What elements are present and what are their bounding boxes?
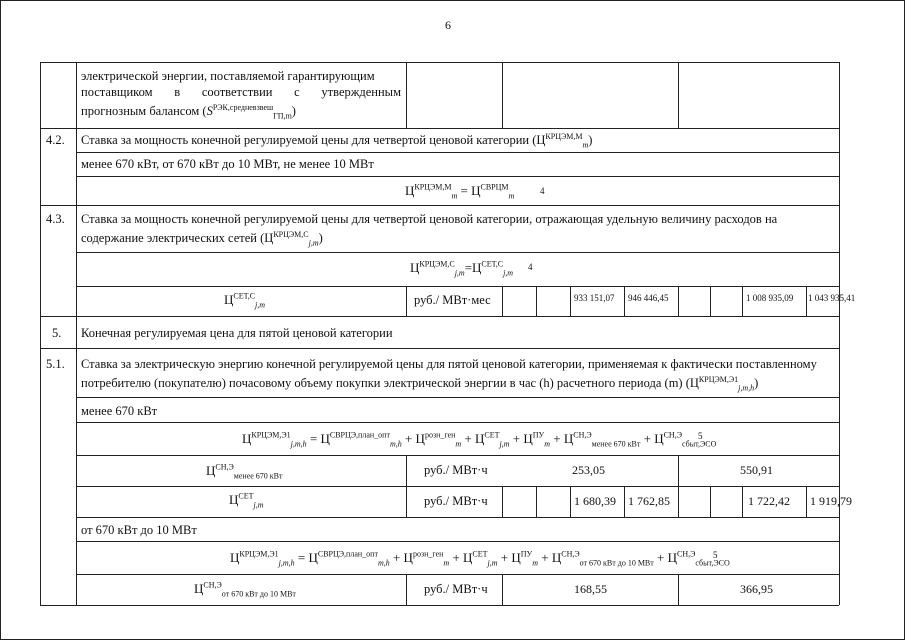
col-line — [678, 62, 679, 128]
p-sup: СЕТ,С — [233, 291, 256, 301]
row-line — [76, 252, 839, 253]
f-text: + Ц — [653, 550, 677, 565]
cont-word: поставщиком — [81, 85, 153, 99]
f-sup: СВРЦЭ,план_опт — [329, 430, 390, 440]
f-text: + Ц — [497, 550, 521, 565]
title-sub: j,m — [308, 238, 319, 248]
f-sup: СН,Э — [663, 430, 682, 440]
col-line — [678, 286, 679, 316]
col-line — [406, 62, 407, 128]
f-text: Ц — [410, 260, 420, 275]
row-number: 5.1. — [46, 357, 65, 371]
row-line — [76, 397, 839, 398]
cont-line-1: электрической энергии, поставляемой гарантирующим — [81, 69, 375, 83]
param-sn-e-lt670 — [206, 463, 283, 479]
cont-word: с — [294, 85, 300, 99]
f-text: + Ц — [509, 431, 533, 446]
title-sup: КРЦЭМ,С — [273, 229, 309, 239]
p-text: Ц — [229, 492, 239, 507]
formula-5-1-a — [242, 431, 716, 447]
cont-word: утвержденным — [321, 85, 401, 99]
f-sup: СН,Э — [561, 549, 580, 559]
f-sub: m — [532, 558, 538, 568]
param-cet — [229, 492, 264, 508]
p-sub: от 670 кВт до 10 МВт — [221, 589, 296, 599]
value-cell: 168,55 — [574, 582, 607, 596]
f-text: Ц — [242, 431, 252, 446]
cont-line-2 — [81, 85, 401, 99]
value-cell: 1 722,42 — [748, 494, 790, 508]
f-sup: СН,Э — [677, 549, 696, 559]
f-sup: КРЦЭМ,Э1 — [251, 430, 291, 440]
title-sup: КРЦЭМ,М — [545, 131, 583, 141]
row-line — [40, 348, 839, 349]
f-sub: j,m — [499, 439, 510, 449]
row-4-2-sub: менее 670 кВт, от 670 кВт до 10 МВт, не менее 10 МВт — [81, 157, 374, 171]
col-line — [710, 286, 711, 316]
row-number: 5. — [52, 326, 62, 340]
col-line — [536, 286, 537, 316]
cont-text: прогнозным балансом ( — [81, 104, 207, 118]
title-text: Ставка за мощность конечной регулируемой цены для четвертой ценовой категории (Ц — [81, 133, 546, 147]
col-line — [839, 62, 840, 605]
row-line — [40, 128, 839, 129]
col-line — [806, 486, 807, 517]
row-number: 4.2. — [46, 133, 65, 147]
value-cell: 253,05 — [572, 463, 605, 477]
row-line — [76, 455, 839, 456]
f-sup: ПУ — [520, 549, 533, 559]
f-sub: m — [508, 191, 515, 201]
value-cell: 1 919,79 — [810, 494, 852, 508]
row-line — [40, 62, 839, 63]
f-sup: СЕТ,С — [481, 259, 504, 269]
value-cell: 366,95 — [740, 582, 773, 596]
col-line — [502, 62, 503, 128]
f-sup: розн_ген — [424, 430, 456, 440]
unit-label: руб./ МВт·ч — [424, 494, 488, 508]
value-cell: 1 680,39 — [574, 494, 616, 508]
col-line — [76, 62, 77, 605]
footnote-mark: 5 — [698, 431, 703, 441]
p-text: Ц — [206, 463, 216, 478]
row-line — [76, 486, 839, 487]
row-line — [76, 152, 839, 153]
formula-4-3 — [410, 260, 513, 276]
f-sub: сбыт,ЭСО — [695, 558, 730, 568]
unit-label: руб./ МВт·ч — [424, 463, 488, 477]
p-sup: СЕТ — [238, 491, 254, 501]
col-line — [570, 286, 571, 316]
cont-symbol: S — [206, 104, 213, 118]
f-sup: ПУ — [532, 430, 545, 440]
row-5-1-title-l1: Ставка за электрическую энергию конечной регулируемой цены для пятой ценовой категории, применяемая к фактически поставленному — [81, 357, 817, 371]
f-sup: КРЦЭМ,М — [414, 182, 452, 192]
unit-label: руб./ МВт·мес — [414, 293, 491, 307]
f-text: + Ц — [640, 431, 664, 446]
row-line — [40, 316, 839, 317]
f-sub: менее 670 кВт — [591, 439, 641, 449]
f-sup: СН,Э — [573, 430, 592, 440]
f-sup: КРЦЭМ,Э1 — [239, 549, 279, 559]
cont-word: соответствии — [201, 85, 273, 99]
param-sn-e-670-10 — [194, 581, 296, 597]
page-number: 6 — [445, 18, 451, 32]
title-text: ) — [588, 133, 593, 147]
col-line — [678, 574, 679, 605]
formula-4-2 — [405, 183, 514, 199]
row-5-1-sub2: от 670 кВт до 10 МВт — [81, 523, 197, 537]
row-4-3-title-l1: Ставка за мощность конечной регулируемой цены для четвертой ценовой категории, отражающая удельную величину расходов на — [81, 212, 778, 226]
row-5-1-sub1: менее 670 кВт — [81, 404, 158, 418]
f-sub: j,m — [487, 558, 498, 568]
f-sub: j,m — [454, 268, 465, 278]
f-sub: m — [455, 439, 462, 449]
f-text: = Ц — [306, 431, 330, 446]
col-line — [406, 455, 407, 517]
col-line — [502, 286, 503, 316]
row-line — [76, 541, 839, 542]
title-sub: m — [582, 140, 589, 150]
footnote-mark: 5 — [713, 550, 718, 560]
col-line — [806, 286, 807, 316]
f-sup: КРЦЭМ,С — [419, 259, 455, 269]
f-sup: СЕТ — [484, 430, 500, 440]
f-sub: j,m — [503, 268, 514, 278]
f-text: = Ц — [294, 550, 318, 565]
f-text: Ц — [230, 550, 240, 565]
col-line — [40, 62, 41, 605]
f-text: = Ц — [457, 183, 481, 198]
cont-sup: РЭК,средневзвеш — [212, 102, 274, 112]
cont-line-3 — [81, 102, 296, 121]
col-line — [624, 286, 625, 316]
cont-text: ) — [291, 104, 296, 118]
row-4-2-title — [81, 131, 593, 150]
f-text: + Ц — [389, 550, 413, 565]
title-text: ) — [754, 376, 759, 390]
col-line — [406, 286, 407, 316]
footnote-mark: 4 — [540, 186, 545, 196]
f-text: + Ц — [538, 550, 562, 565]
col-line — [502, 486, 503, 517]
row-line — [76, 286, 839, 287]
title-text: потребителю (покупателю) почасовому объему покупки электрической энергии в час (h) расчетного периода (m) (Ц — [81, 376, 699, 390]
title-sub: j,m,h — [738, 383, 755, 393]
f-sub: m — [443, 558, 450, 568]
cont-sub: ГП,m — [273, 111, 292, 121]
col-line — [570, 486, 571, 517]
value-cell: 1 043 935,41 — [808, 293, 856, 303]
param-cet-c — [224, 292, 265, 308]
footnote-mark: 4 — [528, 262, 533, 272]
p-text: Ц — [224, 292, 234, 307]
row-line — [76, 574, 839, 575]
f-sup: СВРЦМ — [480, 182, 509, 192]
f-sup: СВРЦЭ,план_опт — [317, 549, 378, 559]
unit-label: руб./ МВт·ч — [424, 582, 488, 596]
title-sup: КРЦЭМ,Э1 — [698, 374, 739, 384]
f-text: + Ц — [449, 550, 473, 565]
col-line — [710, 486, 711, 517]
row-line — [40, 605, 839, 606]
f-sup: розн_ген — [412, 549, 444, 559]
row-line — [40, 205, 839, 206]
f-text: + Ц — [461, 431, 485, 446]
f-sub: m,h — [377, 558, 390, 568]
f-sub: m,h — [389, 439, 402, 449]
cont-word: в — [174, 85, 181, 99]
row-line — [76, 422, 839, 423]
value-cell: 1 762,85 — [628, 494, 670, 508]
f-text: + Ц — [401, 431, 425, 446]
p-text: Ц — [194, 581, 204, 596]
f-text: =Ц — [464, 260, 482, 275]
f-sup: СЕТ — [472, 549, 488, 559]
f-text: Ц — [405, 183, 415, 198]
f-sub: j,m,h — [278, 558, 295, 568]
p-sup: СН,Э — [203, 580, 222, 590]
value-cell: 946 446,45 — [628, 293, 669, 303]
row-number: 4.3. — [46, 212, 65, 226]
p-sup: СН,Э — [215, 462, 234, 472]
formula-5-1-b — [230, 550, 730, 566]
p-sub: j,m — [253, 500, 264, 510]
f-sub: от 670 кВт до 10 МВт — [579, 558, 654, 568]
col-line — [742, 286, 743, 316]
row-line — [76, 517, 839, 518]
p-sub: менее 670 кВт — [233, 471, 283, 481]
col-line — [678, 455, 679, 517]
value-cell: 1 008 935,09 — [746, 293, 794, 303]
f-sub: m — [451, 191, 458, 201]
f-text: + Ц — [550, 431, 574, 446]
col-line — [624, 486, 625, 517]
row-line — [76, 176, 839, 177]
value-cell: 933 151,07 — [574, 293, 615, 303]
title-text: содержание электрических сетей (Ц — [81, 231, 274, 245]
col-line — [502, 574, 503, 605]
f-sub: j,m,h — [290, 439, 307, 449]
title-text: ) — [318, 231, 323, 245]
p-sub: j,m — [255, 300, 266, 310]
row-5-title: Конечная регулируемая цена для пятой ценовой категории — [81, 326, 393, 340]
row-5-1-title-l2 — [81, 374, 759, 393]
f-sub: m — [544, 439, 550, 449]
f-sub: сбыт,ЭСО — [682, 439, 717, 449]
row-4-3-title-l2 — [81, 229, 323, 248]
col-line — [406, 574, 407, 605]
col-line — [742, 486, 743, 517]
value-cell: 550,91 — [740, 463, 773, 477]
col-line — [536, 486, 537, 517]
